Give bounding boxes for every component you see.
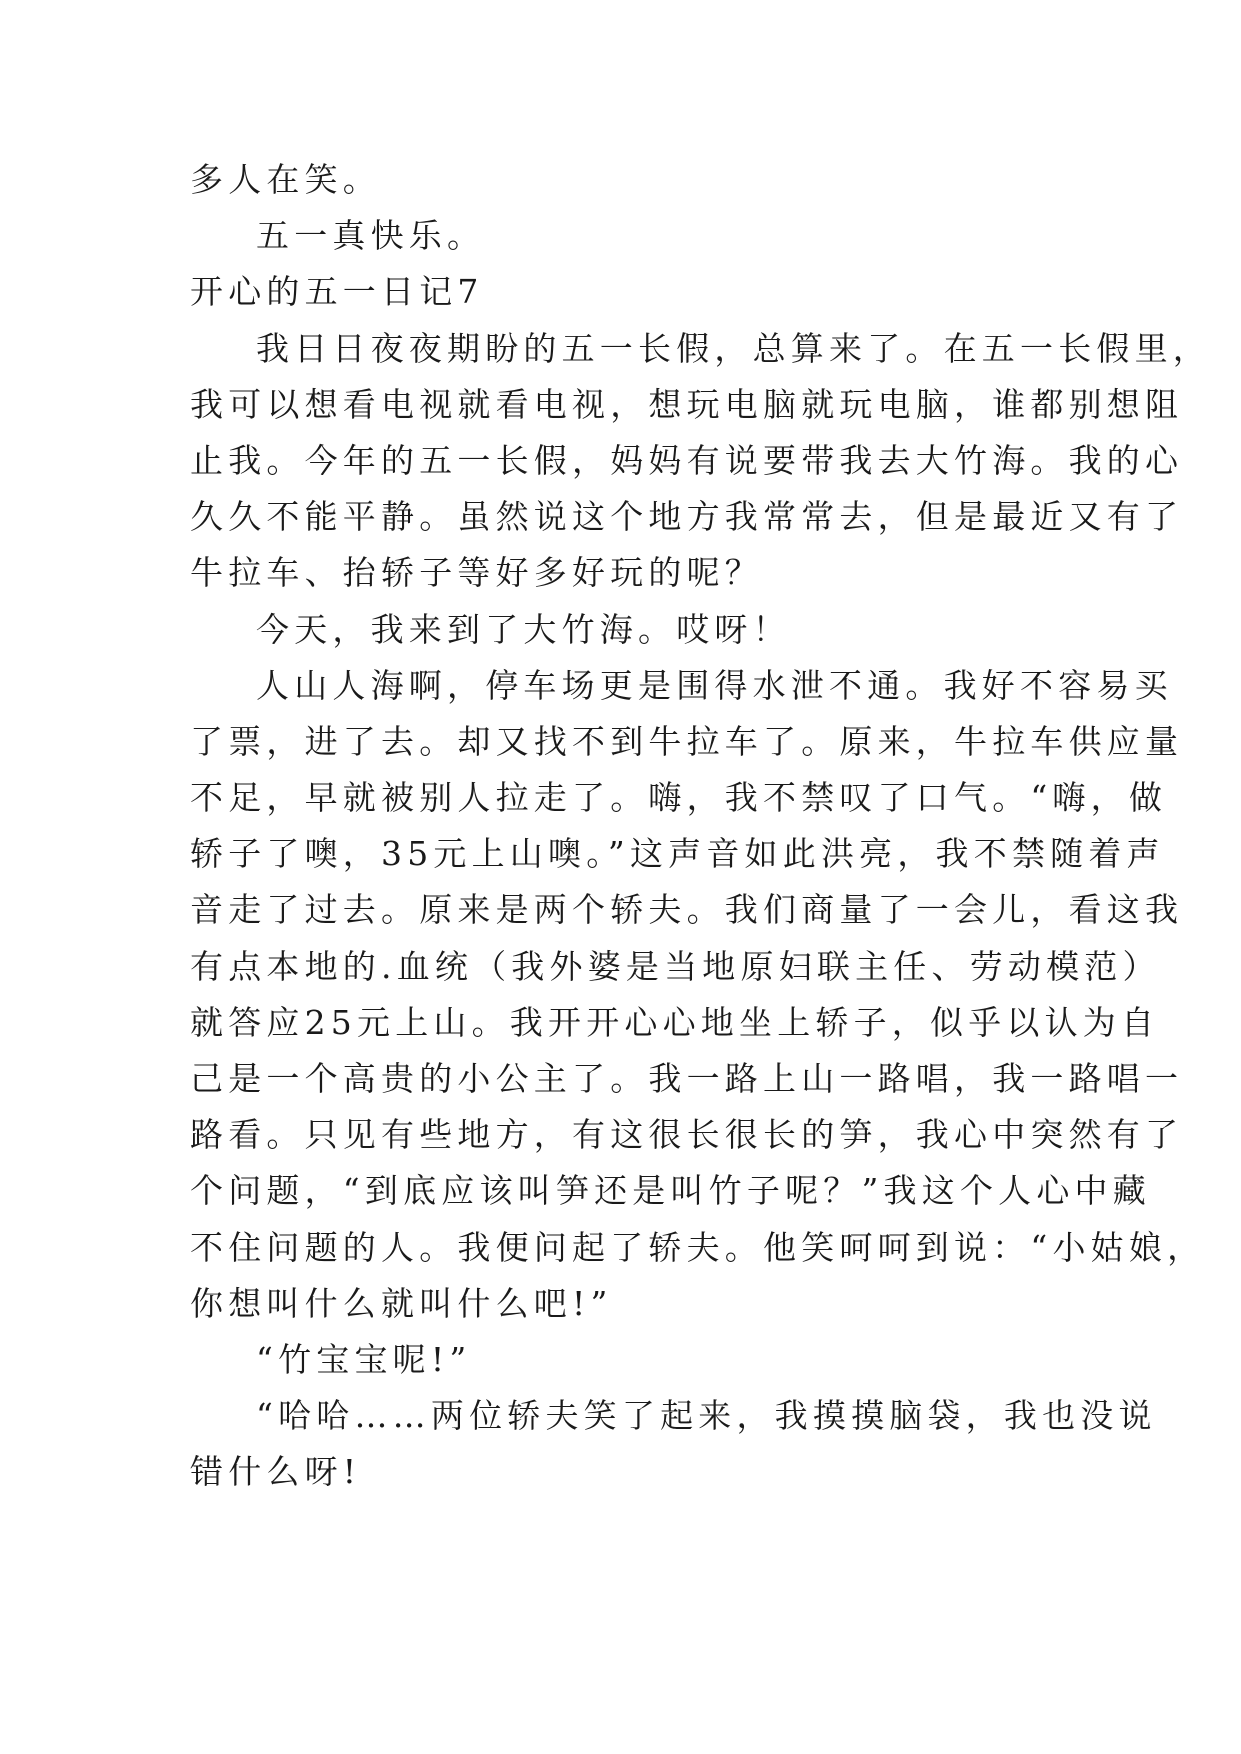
text-line: 五一真快乐。 bbox=[256, 216, 486, 256]
text-line: 久久不能平静。虽然说这个地方我常常去，但是最近又有了 bbox=[190, 497, 1184, 537]
text-line: 你想叫什么就叫什么吧!” bbox=[190, 1283, 613, 1323]
text-line: 就答应25元上山。我开开心心地坐上轿子，似乎以认为自 bbox=[190, 1002, 1160, 1042]
text-line: 我日日夜夜期盼的五一长假，总算来了。在五一长假里， bbox=[256, 328, 1211, 368]
text-line: 今天，我来到了大竹海。哎呀！ bbox=[256, 609, 791, 649]
text-line: 己是一个高贵的小公主了。我一路上山一路唱，我一路唱一 bbox=[190, 1059, 1184, 1098]
text-line: 个问题，“到底应该叫笋还是叫竹子呢？”我这个人心中藏 bbox=[190, 1171, 1151, 1211]
text-line: “竹宝宝呢!” bbox=[256, 1339, 472, 1379]
text-line: 人山人海啊，停车场更是围得水泄不通。我好不容易买 bbox=[256, 665, 1173, 705]
text-line: 音走了过去。原来是两个轿夫。我们商量了一会儿，看这我 bbox=[190, 890, 1184, 930]
text-line: 了票，进了去。却又找不到牛拉车了。原来，牛拉车供应量 bbox=[190, 721, 1184, 761]
text-line: 牛拉车、抬轿子等好多好玩的呢？ bbox=[190, 553, 763, 593]
text-line: 我可以想看电视就看电视，想玩电脑就玩电脑，谁都别想阻 bbox=[190, 384, 1184, 424]
text-line: 多人在笑。 bbox=[190, 160, 381, 199]
text-line: 轿子了噢，35元上山噢。”这声音如此洪亮，我不禁随着声 bbox=[190, 834, 1165, 874]
text-line: 不住问题的人。我便问起了轿夫。他笑呵呵到说：“小姑娘， bbox=[190, 1227, 1206, 1267]
section-title: 开心的五一日记7 bbox=[190, 272, 484, 312]
text-line: 不足，早就被别人拉走了。嗨，我不禁叹了口气。“嗨，做 bbox=[190, 778, 1168, 818]
text-line: 有点本地的.血统（我外婆是当地原妇联主任、劳动模范） bbox=[190, 946, 1161, 986]
text-line: 路看。只见有些地方，有这很长很长的笋，我心中突然有了 bbox=[190, 1115, 1184, 1155]
text-line: 止我。今年的五一长假，妈妈有说要带我去大竹海。我的心 bbox=[190, 440, 1184, 480]
text-line: 错什么呀! bbox=[190, 1452, 362, 1492]
document-body bbox=[190, 152, 1211, 1501]
text-line: “哈哈……两位轿夫笑了起来，我摸摸脑袋，我也没说 bbox=[256, 1396, 1157, 1436]
